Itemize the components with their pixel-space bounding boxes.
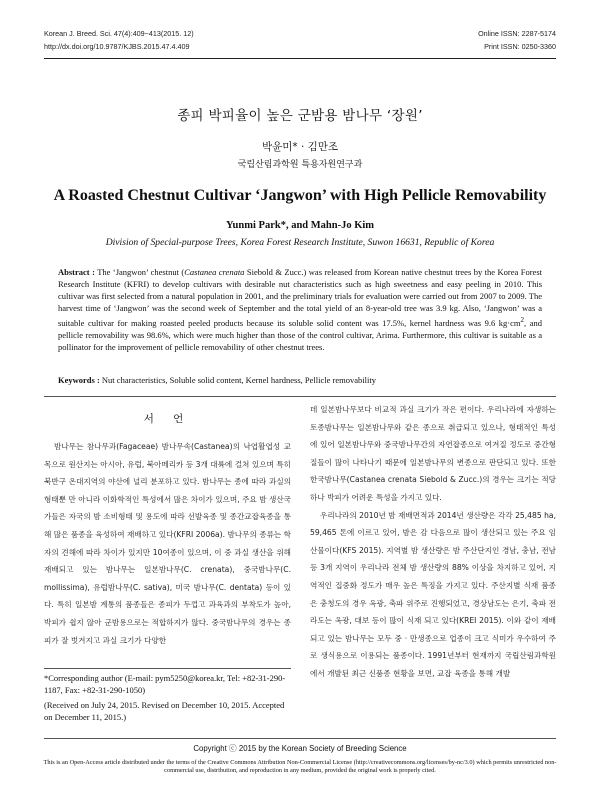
doi-link[interactable]: http://dx.doi.org/10.9787/KJBS.2015.47.4.409 (44, 42, 190, 51)
print-issn: Print ISSN: 0250-3360 (484, 42, 556, 51)
keywords-label: Keywords : (58, 375, 100, 385)
korean-title: 종피 박피율이 높은 군밤용 밤나무 ‘장원’ (177, 108, 423, 124)
abstract (58, 266, 542, 353)
abstract-superscript: 2 (520, 316, 525, 324)
english-affiliation: Division of Special-purpose Trees, Korea Forest Research Institute, Suwon 16631, Republic of Korea (105, 237, 495, 248)
abstract-label: Abstract : (58, 267, 95, 277)
keywords-text: Nut characteristics, Soluble solid content, Kernel hardness, Pellicle removability (99, 375, 376, 385)
abstract-divider (44, 396, 556, 397)
intro-paragraph-3: 우리나라의 2010년 밤 재배면적과 2014년 생산량은 각각 25,485 ha, 59,465 톤에 이르고 있어, 밤은 감 다음으로 많이 생산되고 있는 주요 임산물이다(KFS 2015). 지역별 밤 생산량은 밤 주산단지인 경남, 충남, 전남 등 3개 지역이 우리나라 전체 밤 생산량의 88% 이상을 차지하고 있어, 지역적인 집중화 정도가 매우 높은 특징을 가지고 있다. 주산지별 식재 품종은 충청도의 경우 옥광, 축파 위주로 진행되었고, 경상남도는 은기, 축파 전라도는 옥광, 대보 등이 많이 식재 되고 있다(KREI 2015). 이와 같이 재배되고 있는 밤나무는 모두 중 · 만생종으로 업종이 크고 식미가 우수하여 주로 생식용으로 이용되는 품종이다. 1991년부터 현재까지 국립산림과학원에서 개발된 최근 신품종 현황을 보면, 교잡 육종을 통해 개발 (310, 510, 556, 678)
english-authors: Yunmi Park*, and Mahn-Jo Kim (225, 220, 375, 231)
intro-paragraph-1: 밤나무는 참나무과(Fagaceae) 밤나무속(Castanea)의 낙엽활엽성 교목으로 원산지는 아시아, 유럽, 북아메리카 등 3개 대륙에 걸쳐 있으며 특히 북반구 온대지역의 야산에 널리 분포하고 있다. 밤나무는 종에 따라 과실의 형태뿐 만 아니라 이화학적인 특성에서 많은 차이가 있으며, 주요 밤 생산국가들은 자국의 밤 소비형태 및 용도에 따라 선발육종 및 종간교잡육종을 통해 많은 품종을 육성하여 재배하고 있다(KFRI 2006a). 밤나무의 종류는 학자의 견해에 따라 차이가 있지만 10여종이 있으며, 이 중 과실 생산을 위해 재배되고 있는 밤나무는 일본밤나무(C. crenata), 중국밤나무(C. mollissima), 유럽밤나무(C. sativa), 미국 밤나무(C. dentata) 등이 있다. 특히 일본밤 계통의 품종들은 종피가 두껍고 과육과의 부착도가 높아, 박피가 쉽지 않아 군밤용으로는 적합하지가 않다. 중국밤나무의 경우는 종피가 잘 벗겨지고 과실 크기가 다양한 (44, 442, 291, 645)
abstract-text-2: Siebold & Zucc.) was released from Korean native chestnut trees by the Korea Forest Research Institute (KFRI) to develop cultivars with desirable nut characteristics such as high sweetness and easy peeling in 2010. This cultivar was first selected from a natural population in 2001, and the preliminary trials for evaluation were carried out from 2007 to 2009. The harvest time of ‘Jangwon’ was the second week of September and the total yield of an 8-year-old tree was 3.9 kg. Also, ‘Jangwon’ was a suitable cultivar for making roasted peeled products because its soluble solid content was 17.5%, kernel hardness was 9.6 kg·cm (58, 267, 542, 328)
korean-affiliation: 국립산림과학원 특용자원연구과 (237, 160, 363, 170)
intro-paragraph-2: 데 일본밤나무보다 비교적 과실 크기가 작은 편이다. 우리나라에 자생하는 토종밤나무는 일본밤나무와 같은 종으로 취급되고 있으나, 형태적인 특성에 있어 일본밤나무와 중국밤나무간의 자연잡종으로 여겨질 정도로 중간형질들이 많이 나타나기 때문에 일본밤나무의 변종으로 판단되고 있다. 또한 한국밤나무(Castanea crenata Siebold & Zucc.)의 경우는 크기는 적당하나 박피가 어려운 특성을 가지고 있다. (310, 405, 556, 502)
keywords (58, 375, 542, 385)
journal-header-right (478, 27, 556, 53)
copyright-notice: Copyright ⓒ 2015 by the Korean Society of Breeding Science (193, 744, 407, 753)
korean-authors: 박윤미* · 김만조 (261, 141, 339, 153)
corresponding-author-note: *Corresponding author (E-mail: pym5250@korea.kr, Tel: +82-31-290-1187, Fax: +82-31-290-1050) (44, 673, 286, 695)
abstract-text-3: , and pellicle removability was 98.6%, which were much higher than those of the control cultivar, Arima. Furthermore, this cultivar is suitable as a pollinator for the improvement of pellicle removability of other chestnut trees. (58, 317, 542, 352)
received-dates-note: (Received on July 24, 2015. Revised on December 10, 2015. Accepted on December 11, 2015.) (44, 700, 285, 722)
footer-rule (44, 738, 556, 739)
right-column (310, 401, 556, 683)
journal-citation: Korean J. Breed. Sci. 47(4):409~413(2015. 12) (44, 29, 194, 38)
left-column (44, 438, 291, 649)
english-title: A Roasted Chestnut Cultivar ‘Jangwon’ with High Pellicle Removability (53, 187, 547, 204)
header-rule (44, 58, 556, 59)
journal-header-left (44, 27, 194, 53)
license-notice: This is an Open-Access article distributed under the terms of the Creative Commons Attribution Non-Commercial License (http://creativecommons.org/licenses/by-nc/3.0) which permits unrestricted non-commercial use, distribution, and reproduction in any medium, provided the original work is properly cited. (43, 759, 557, 774)
abstract-text-1: The ‘Jangwon’ chestnut ( (94, 267, 185, 277)
section-title-introduction: 서 언 (143, 413, 192, 425)
online-issn: Online ISSN: 2287-5174 (478, 29, 556, 38)
footnote-rule (44, 668, 291, 669)
abstract-species: Castanea crenata (184, 267, 245, 277)
